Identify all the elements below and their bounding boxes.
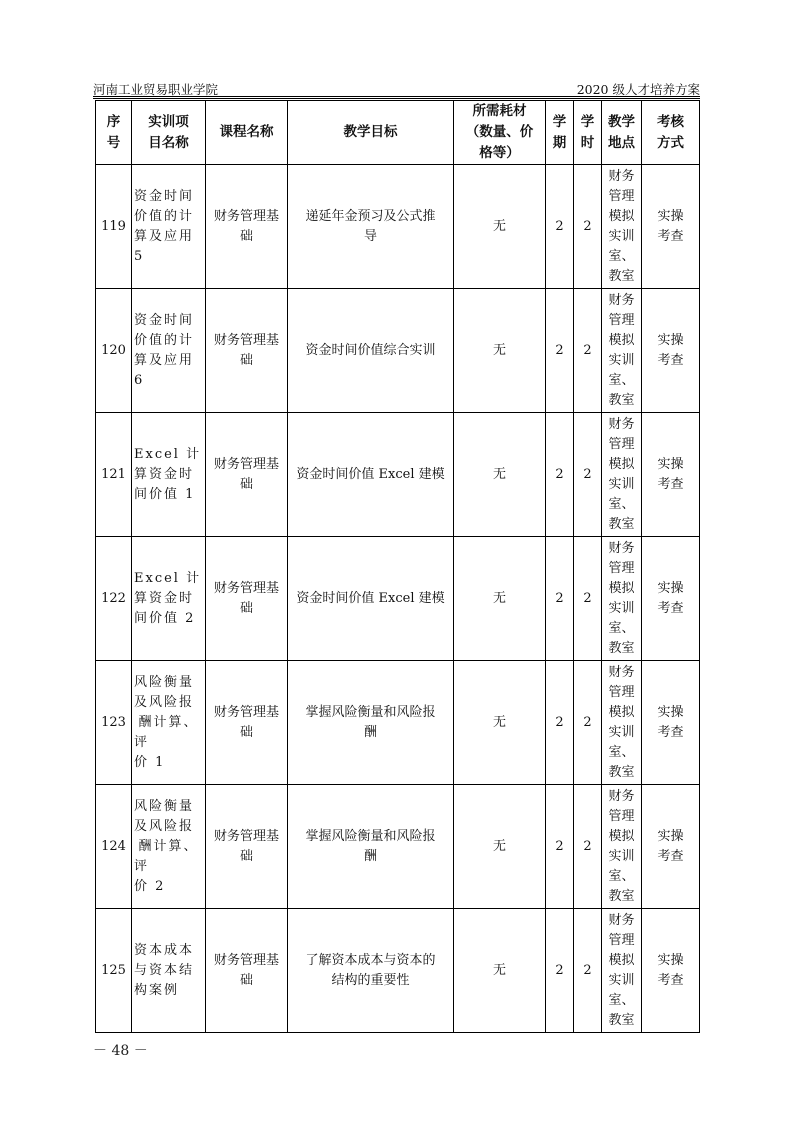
cell-assessment — [642, 289, 700, 413]
cell-term: 2 — [546, 289, 574, 413]
cell-project — [132, 909, 206, 1033]
cell-project-line: 与资本结 — [134, 962, 195, 978]
cell-location-line: 室、 — [608, 744, 635, 760]
cell-course-line: 础 — [239, 600, 253, 616]
cell-location-line: 模拟 — [608, 952, 635, 968]
cell-project-line: 资金时间 — [134, 312, 195, 328]
cell-material: 无 — [454, 785, 546, 909]
col-header-project — [132, 101, 206, 165]
cell-project-line: 及风险报 — [134, 818, 195, 834]
cell-course — [206, 289, 288, 413]
cell-location — [602, 909, 642, 1033]
cell-project-line: 及风险报 — [134, 694, 195, 710]
cell-term: 2 — [546, 165, 574, 289]
cell-project — [132, 165, 206, 289]
cell-material: 无 — [454, 537, 546, 661]
header-line: 号 — [106, 134, 121, 151]
cell-location-line: 教室 — [608, 1012, 635, 1028]
cell-material: 无 — [454, 289, 546, 413]
cell-course-line: 财务管理基 — [213, 704, 279, 720]
cell-hours: 2 — [574, 165, 602, 289]
col-header-no — [96, 101, 132, 165]
cell-location-line: 室、 — [608, 248, 635, 264]
cell-course-line: 础 — [239, 724, 253, 740]
cell-project-line: 资金时间 — [134, 188, 195, 204]
cell-assessment-line: 考查 — [657, 600, 684, 616]
cell-project-line: 间价值 2 — [134, 610, 196, 626]
col-header-term — [546, 101, 574, 165]
cell-assessment — [642, 661, 700, 785]
cell-goal-line: 递延年金预习及公式推 — [305, 208, 436, 224]
cell-project — [132, 785, 206, 909]
cell-location-line: 教室 — [608, 392, 635, 408]
header-line: 实训项 — [148, 113, 189, 130]
cell-course-line: 础 — [239, 848, 253, 864]
cell-course — [206, 413, 288, 537]
cell-location-line: 管理 — [608, 808, 635, 824]
cell-project-line: 5 — [134, 248, 145, 264]
cell-material: 无 — [454, 413, 546, 537]
cell-assessment-line: 考查 — [657, 848, 684, 864]
cell-location-line: 室、 — [608, 992, 635, 1008]
cell-location-line: 实训 — [608, 848, 635, 864]
cell-no: 125 — [96, 909, 132, 1033]
cell-location-line: 管理 — [608, 932, 635, 948]
col-header-location — [602, 101, 642, 165]
cell-hours: 2 — [574, 909, 602, 1033]
header-line: 目名称 — [148, 134, 189, 151]
cell-goal — [288, 909, 454, 1033]
cell-project-line: 构案例 — [134, 982, 180, 998]
cell-location-line: 模拟 — [608, 456, 635, 472]
cell-goal-line: 资金时间价值 Excel 建模 — [296, 590, 445, 606]
cell-term: 2 — [546, 661, 574, 785]
cell-no: 123 — [96, 661, 132, 785]
cell-location-line: 实训 — [608, 228, 635, 244]
cell-course-line: 础 — [239, 352, 253, 368]
cell-no: 122 — [96, 537, 132, 661]
cell-project-line: 算资金时 — [134, 590, 195, 606]
cell-course — [206, 165, 288, 289]
cell-location-line: 教室 — [608, 888, 635, 904]
table-row — [96, 413, 700, 537]
cell-course — [206, 909, 288, 1033]
cell-location-line: 财务 — [608, 168, 635, 184]
cell-goal — [288, 785, 454, 909]
cell-project — [132, 537, 206, 661]
cell-assessment — [642, 165, 700, 289]
col-header-course: 课程名称 — [206, 101, 288, 165]
cell-course-line: 财务管理基 — [213, 456, 279, 472]
cell-term: 2 — [546, 537, 574, 661]
cell-project-line: 价值的计 — [134, 208, 195, 224]
cell-hours: 2 — [574, 413, 602, 537]
cell-course-line: 础 — [239, 476, 253, 492]
cell-assessment-line: 考查 — [657, 724, 684, 740]
cell-location-line: 教室 — [608, 640, 635, 656]
cell-location-line: 财务 — [608, 912, 635, 928]
header-line: 地点 — [608, 134, 635, 151]
cell-location-line: 模拟 — [608, 704, 635, 720]
cell-course-line: 财务管理基 — [213, 332, 279, 348]
col-header-assessment — [642, 101, 700, 165]
col-header-material — [454, 101, 546, 165]
cell-project — [132, 289, 206, 413]
header-line: 学 — [552, 113, 567, 130]
cell-location — [602, 785, 642, 909]
training-table — [95, 100, 700, 1033]
cell-goal — [288, 537, 454, 661]
cell-location-line: 财务 — [608, 292, 635, 308]
cell-project — [132, 413, 206, 537]
cell-location-line: 管理 — [608, 436, 635, 452]
header-doc-title: 2020 级人才培养方案 — [576, 82, 700, 97]
cell-assessment — [642, 909, 700, 1033]
cell-location — [602, 537, 642, 661]
cell-goal — [288, 661, 454, 785]
cell-location-line: 模拟 — [608, 208, 635, 224]
cell-location-line: 实训 — [608, 972, 635, 988]
cell-term: 2 — [546, 413, 574, 537]
header-rule-double — [93, 98, 700, 99]
cell-no: 120 — [96, 289, 132, 413]
cell-project-line: 算及应用 — [134, 228, 195, 244]
header-rule — [93, 96, 700, 97]
header-line: 教学 — [608, 113, 635, 130]
cell-location-line: 财务 — [608, 788, 635, 804]
cell-goal — [288, 165, 454, 289]
cell-location-line: 室、 — [608, 620, 635, 636]
cell-course — [206, 785, 288, 909]
cell-term: 2 — [546, 909, 574, 1033]
header-line: 学 — [580, 113, 595, 130]
cell-course — [206, 537, 288, 661]
table-row — [96, 289, 700, 413]
cell-location-line: 室、 — [608, 496, 635, 512]
cell-assessment-line: 实操 — [657, 332, 684, 348]
cell-project-line: 价 1 — [134, 754, 166, 770]
cell-project-line: 价 2 — [134, 878, 166, 894]
col-header-goal: 教学目标 — [288, 101, 454, 165]
cell-course-line: 础 — [239, 972, 253, 988]
header-line: 期 — [552, 134, 567, 151]
cell-assessment-line: 实操 — [657, 208, 684, 224]
cell-project-line: 酬计算、评 — [134, 714, 199, 750]
cell-location-line: 实训 — [608, 476, 635, 492]
cell-assessment-line: 考查 — [657, 476, 684, 492]
cell-location — [602, 289, 642, 413]
cell-no: 119 — [96, 165, 132, 289]
cell-goal-line: 了解资本成本与资本的 — [305, 952, 436, 968]
cell-goal-line: 酬 — [363, 724, 377, 740]
cell-location-line: 室、 — [608, 372, 635, 388]
cell-location-line: 教室 — [608, 516, 635, 532]
header-line: 序 — [106, 113, 121, 130]
cell-location-line: 模拟 — [608, 828, 635, 844]
header-line: 所需耗材 — [472, 103, 527, 119]
col-header-hours — [574, 101, 602, 165]
cell-location-line: 管理 — [608, 312, 635, 328]
cell-project — [132, 661, 206, 785]
cell-location-line: 教室 — [608, 764, 635, 780]
cell-location-line: 财务 — [608, 540, 635, 556]
cell-hours: 2 — [574, 537, 602, 661]
table-row — [96, 165, 700, 289]
cell-goal-line: 资金时间价值 Excel 建模 — [296, 466, 445, 482]
cell-no: 124 — [96, 785, 132, 909]
cell-hours: 2 — [574, 661, 602, 785]
cell-project-line: 资本成本 — [134, 942, 195, 958]
cell-project-line: Excel 计 — [134, 570, 202, 586]
cell-assessment-line: 实操 — [657, 580, 684, 596]
cell-location-line: 实训 — [608, 600, 635, 616]
header-line: 方式 — [657, 134, 684, 151]
cell-term: 2 — [546, 785, 574, 909]
cell-goal-line: 结构的重要性 — [331, 972, 410, 988]
cell-course-line: 财务管理基 — [213, 828, 279, 844]
cell-goal-line: 掌握风险衡量和风险报 — [305, 828, 436, 844]
header-line: 考核 — [657, 113, 684, 130]
cell-project-line: 风险衡量 — [134, 674, 195, 690]
cell-course-line: 财务管理基 — [213, 580, 279, 596]
cell-assessment-line: 实操 — [657, 456, 684, 472]
cell-hours: 2 — [574, 785, 602, 909]
cell-material: 无 — [454, 661, 546, 785]
table-row — [96, 785, 700, 909]
cell-assessment-line: 实操 — [657, 704, 684, 720]
cell-assessment-line: 考查 — [657, 972, 684, 988]
cell-course-line: 础 — [239, 228, 253, 244]
cell-location-line: 管理 — [608, 188, 635, 204]
cell-project-line: 算资金时 — [134, 466, 195, 482]
cell-location — [602, 661, 642, 785]
cell-material: 无 — [454, 165, 546, 289]
header-school: 河南工业贸易职业学院 — [93, 82, 219, 97]
cell-location-line: 财务 — [608, 664, 635, 680]
cell-course-line: 财务管理基 — [213, 208, 279, 224]
cell-location-line: 实训 — [608, 724, 635, 740]
cell-goal-line: 酬 — [363, 848, 377, 864]
cell-location-line: 模拟 — [608, 332, 635, 348]
cell-goal-line: 导 — [363, 228, 377, 244]
cell-location-line: 管理 — [608, 560, 635, 576]
cell-assessment-line: 实操 — [657, 952, 684, 968]
cell-location — [602, 413, 642, 537]
cell-goal-line: 资金时间价值综合实训 — [305, 342, 436, 358]
cell-project-line: 算及应用 — [134, 352, 195, 368]
cell-goal-line: 掌握风险衡量和风险报 — [305, 704, 436, 720]
cell-assessment — [642, 537, 700, 661]
page-number: － 48 － — [93, 1043, 148, 1059]
cell-hours: 2 — [574, 289, 602, 413]
cell-project-line: 风险衡量 — [134, 798, 195, 814]
table-header-row — [96, 101, 700, 165]
cell-location-line: 管理 — [608, 684, 635, 700]
cell-assessment — [642, 413, 700, 537]
cell-no: 121 — [96, 413, 132, 537]
table-row — [96, 909, 700, 1033]
header-line: 格等） — [479, 145, 520, 161]
cell-material: 无 — [454, 909, 546, 1033]
cell-project-line: 间价值 1 — [134, 486, 196, 502]
cell-course-line: 财务管理基 — [213, 952, 279, 968]
table-row — [96, 537, 700, 661]
header-line: 时 — [580, 134, 595, 151]
header-line: （数量、价 — [465, 124, 534, 140]
table-row — [96, 661, 700, 785]
cell-location-line: 财务 — [608, 416, 635, 432]
cell-goal — [288, 413, 454, 537]
cell-location-line: 室、 — [608, 868, 635, 884]
cell-location — [602, 165, 642, 289]
cell-location-line: 模拟 — [608, 580, 635, 596]
cell-assessment — [642, 785, 700, 909]
cell-course — [206, 661, 288, 785]
cell-assessment-line: 考查 — [657, 352, 684, 368]
cell-goal — [288, 289, 454, 413]
cell-project-line: 酬计算、评 — [134, 838, 199, 874]
cell-project-line: 6 — [134, 372, 145, 388]
cell-project-line: Excel 计 — [134, 446, 202, 462]
cell-location-line: 实训 — [608, 352, 635, 368]
page-header — [93, 78, 700, 98]
cell-location-line: 教室 — [608, 268, 635, 284]
cell-assessment-line: 实操 — [657, 828, 684, 844]
cell-project-line: 价值的计 — [134, 332, 195, 348]
cell-assessment-line: 考查 — [657, 228, 684, 244]
